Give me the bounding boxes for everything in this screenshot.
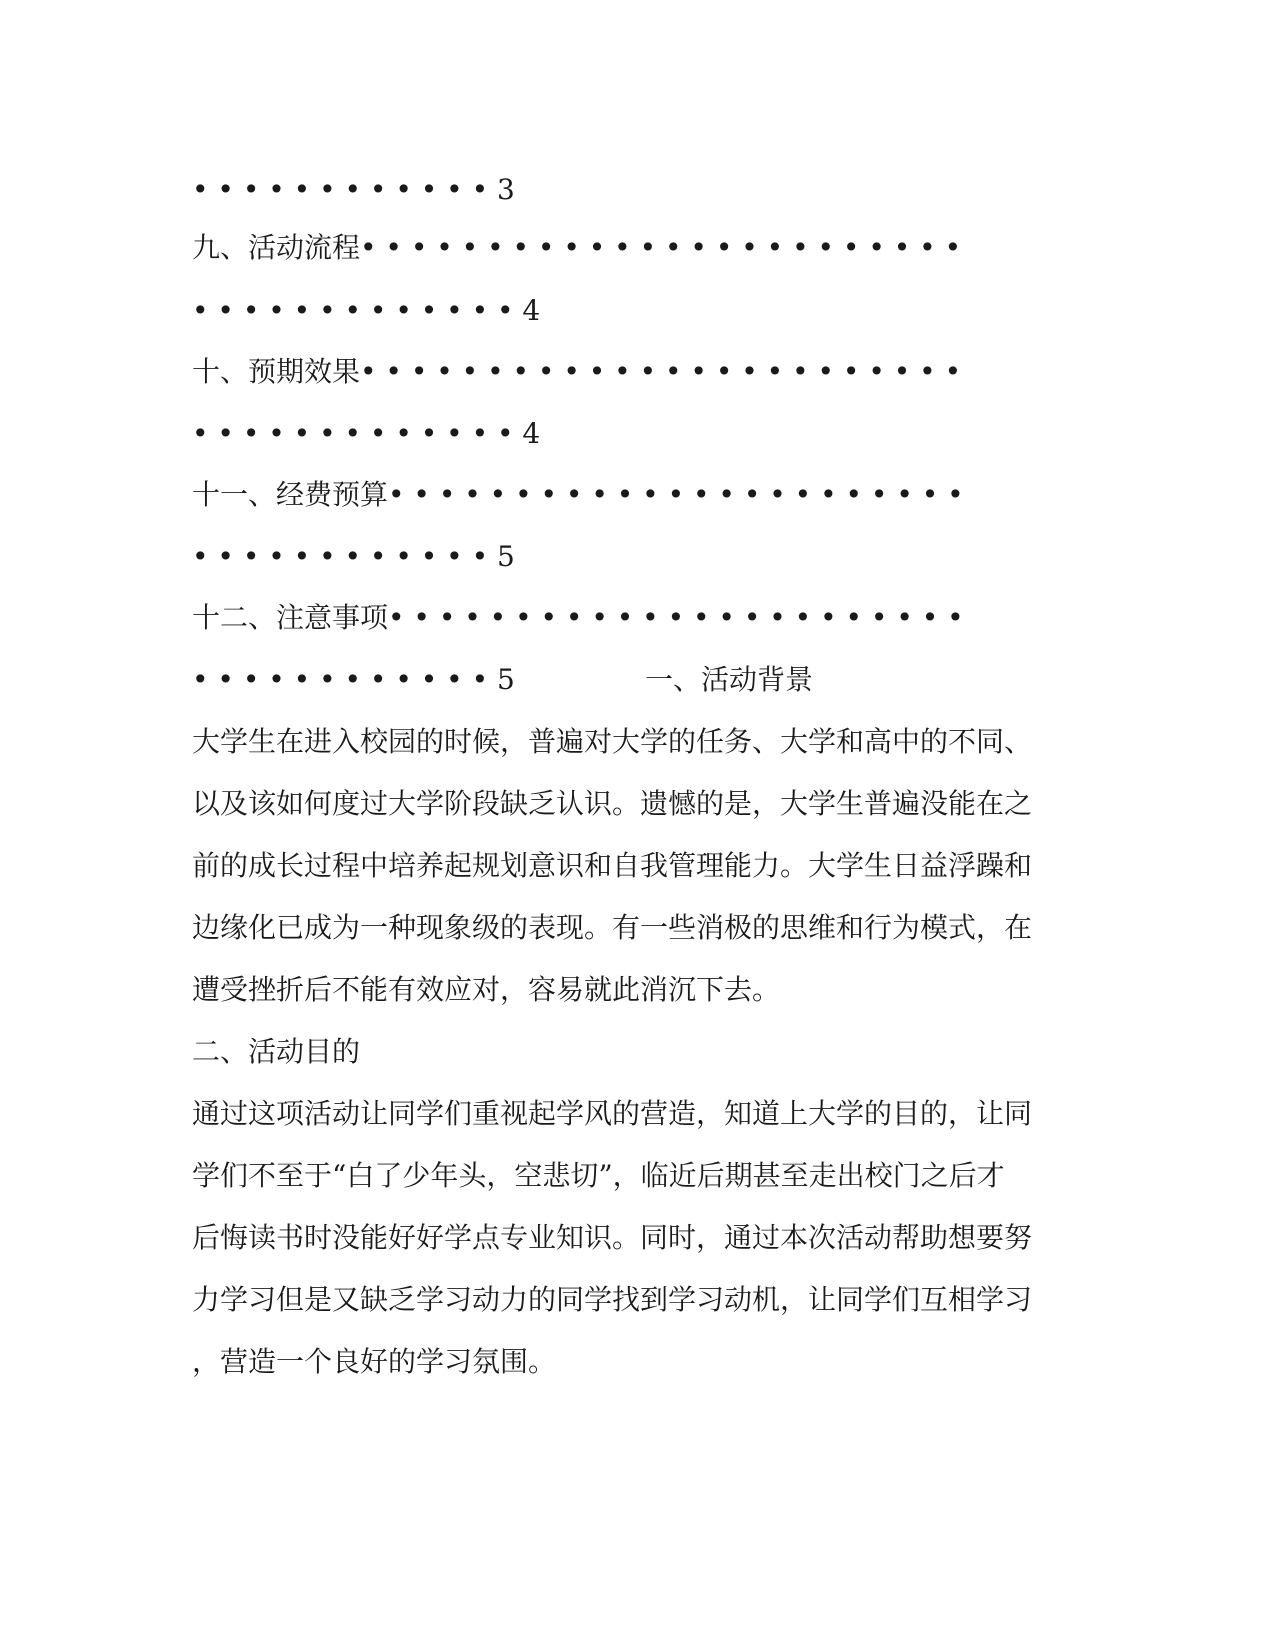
section-1-paragraph-line: 边缘化已成为一种现象级的表现。有一些消极的思维和行为模式，在 <box>192 911 1033 944</box>
section-1-paragraph-line: 大学生在进入校园的时候，普遍对大学的任务、大学和高中的不同、 <box>192 725 1033 758</box>
section-1-paragraph-line: 前的成长过程中培养起规划意识和自我管理能力。大学生日益浮躁和 <box>192 849 1033 882</box>
section-2-paragraph-line: 后悔读书时没能好好学点专业知识。同时，通过本次活动帮助想要努 <box>192 1221 1033 1254</box>
section-2-paragraph-line: 力学习但是又缺乏学习动力的同学找到学习动机，让同学们互相学习 <box>192 1283 1033 1316</box>
toc-entry-12-continuation: • • • • • • • • • • • • 5 <box>192 663 515 696</box>
toc-entry-11-continuation: • • • • • • • • • • • • 5 <box>192 540 515 573</box>
section-1-paragraph-line: 以及该如何度过大学阶段缺乏认识。遗憾的是，大学生普遍没能在之 <box>192 787 1033 820</box>
toc-entry-9-continuation: • • • • • • • • • • • • • 4 <box>192 294 541 327</box>
toc-entry-12: 十二、注意事项• • • • • • • • • • • • • • • • • • • • • • • <box>192 601 964 634</box>
section-1-paragraph-line: 遭受挫折后不能有效应对，容易就此消沉下去。 <box>192 973 781 1006</box>
section-2-paragraph-line: ，营造一个良好的学习氛围。 <box>192 1345 557 1378</box>
section-2-heading: 二、活动目的 <box>192 1035 361 1068</box>
toc-entry-10-continuation: • • • • • • • • • • • • • 4 <box>192 417 541 450</box>
toc-entry-9: 九、活动流程• • • • • • • • • • • • • • • • • • • • • • • • <box>192 231 962 264</box>
toc-entry-11: 十一、经费预算• • • • • • • • • • • • • • • • • • • • • • • <box>192 478 964 511</box>
toc-entry-10: 十、预期效果• • • • • • • • • • • • • • • • • • • • • • • • <box>192 355 962 388</box>
section-2-paragraph-line: 通过这项活动让同学们重视起学风的营造，知道上大学的目的，让同 <box>192 1097 1033 1130</box>
section-2-paragraph-line: 学们不至于“白了少年头，空悲切”，临近后期甚至走出校门之后才 <box>192 1159 1005 1192</box>
toc-entry-8-continuation: • • • • • • • • • • • • 3 <box>192 173 515 206</box>
section-1-heading: 一、活动背景 <box>645 663 814 696</box>
